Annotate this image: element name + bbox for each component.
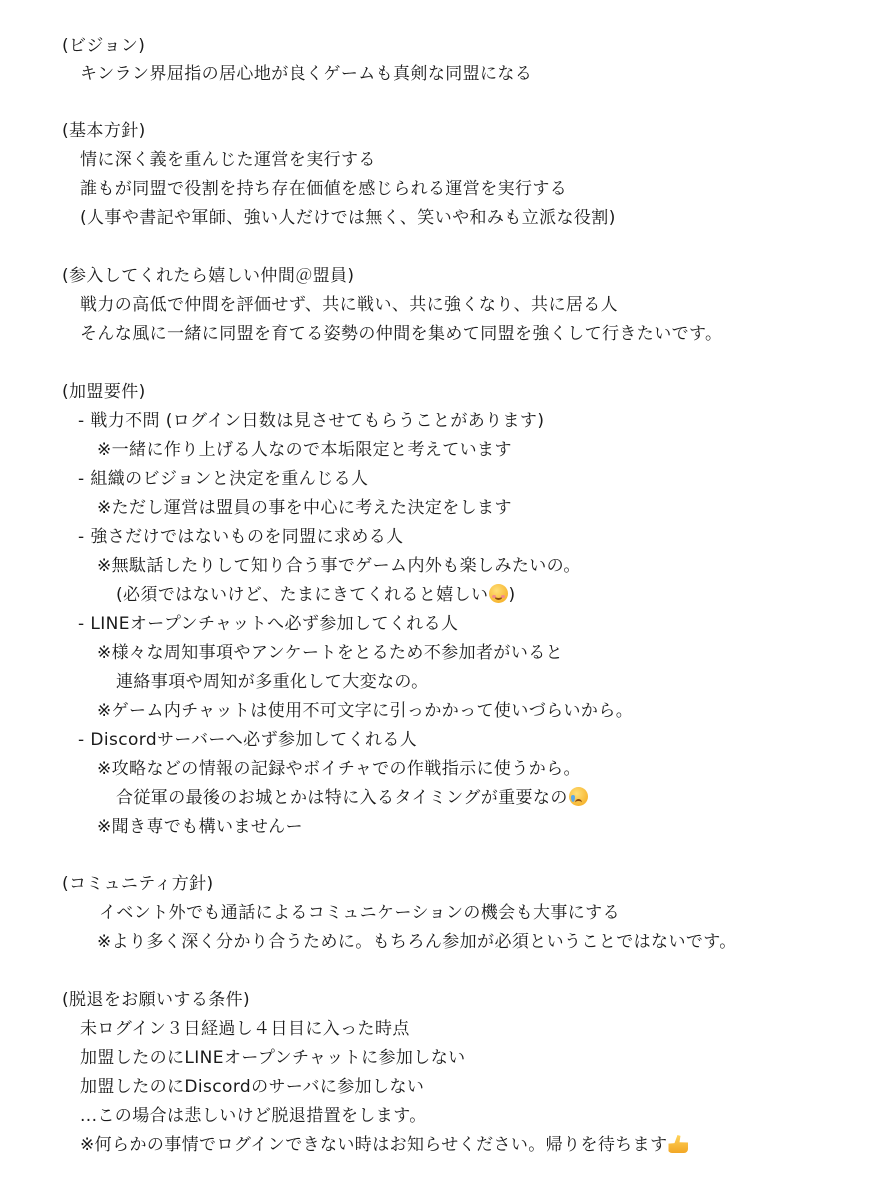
section-heading-vision: (ビジョン) xyxy=(62,36,146,56)
wanted-line: そんな風に一緒に同盟を育てる姿勢の仲間を集めて同盟を強くして行きたいです。 xyxy=(80,324,723,344)
requirement-note-continued xyxy=(116,584,515,606)
requirement-item: - Discordサーバーへ必ず参加してくれる人 xyxy=(78,730,418,750)
community-line: イベント外でも通話によるコミュニケーションの機会も大事にする xyxy=(99,903,620,923)
requirement-note-text: 合従軍の最後のお城とかは特に入るタイミングが重要なの xyxy=(116,788,568,808)
policy-line: 誰もが同盟で役割を持ち存在価値を感じられる運営を実行する xyxy=(80,179,568,199)
requirement-note: ※ただし運営は盟員の事を中心に考えた決定をします xyxy=(97,498,512,518)
smiling-face-icon xyxy=(489,584,508,603)
requirement-note-text: (必須ではないけど、たまにきてくれると嬉しい xyxy=(116,585,489,605)
leave-line: 加盟したのにDiscordのサーバに参加しない xyxy=(80,1077,425,1097)
requirement-item: - LINEオープンチャットへ必ず参加してくれる人 xyxy=(78,614,459,634)
section-heading-policy: (基本方針) xyxy=(62,121,146,141)
requirement-note: ※聞き専でも構いませんー xyxy=(97,817,304,837)
section-heading-requirements: (加盟要件) xyxy=(62,382,146,402)
requirement-item: - 組織のビジョンと決定を重んじる人 xyxy=(78,469,369,489)
policy-line: (人事や書記や軍師、強い人だけでは無く、笑いや和みも立派な役割) xyxy=(80,208,616,228)
policy-line: 情に深く義を重んじた運営を実行する xyxy=(80,150,376,170)
wanted-line: 戦力の高低で仲間を評価せず、共に戦い、共に強くなり、共に居る人 xyxy=(80,295,619,315)
crying-face-icon xyxy=(569,787,588,806)
requirement-item: - 強さだけではないものを同盟に求める人 xyxy=(78,527,404,547)
thumbs-up-icon xyxy=(668,1135,688,1153)
leave-line-text: ※何らかの事情でログインできない時はお知らせください。帰りを待ちます xyxy=(80,1135,668,1155)
requirement-note: ※様々な周知事項やアンケートをとるため不参加者がいると xyxy=(97,643,564,663)
requirement-note-continued: 連絡事項や周知が多重化して大変なの。 xyxy=(116,672,429,692)
section-heading-wanted: (参入してくれたら嬉しい仲間＠盟員) xyxy=(62,266,355,286)
requirement-note-close: ) xyxy=(508,585,516,605)
requirement-note-continued xyxy=(116,787,588,809)
requirement-note: ※無駄話したりして知り合う事でゲーム内外も楽しみたいの。 xyxy=(97,556,581,576)
vision-text: キンラン界屈指の居心地が良くゲームも真剣な同盟になる xyxy=(80,64,533,84)
requirement-note: ※ゲーム内チャットは使用不可文字に引っかかって使いづらいから。 xyxy=(97,701,634,721)
community-line: ※より多く深く分かり合うために。もちろん参加が必須ということではないです。 xyxy=(97,932,737,952)
leave-line: 未ログイン３日経過し４日目に入った時点 xyxy=(80,1019,410,1039)
leave-line: ...この場合は悲しいけど脱退措置をします。 xyxy=(80,1106,427,1126)
requirement-note: ※攻略などの情報の記録やボイチャでの作戦指示に使うから。 xyxy=(97,759,581,779)
requirement-note: ※一緒に作り上げる人なので本垢限定と考えています xyxy=(97,440,512,460)
requirement-item: - 戦力不問 (ログイン日数は見させてもらうことがあります) xyxy=(78,411,545,431)
section-heading-leave: (脱退をお願いする条件) xyxy=(62,990,251,1010)
leave-line: 加盟したのにLINEオープンチャットに参加しない xyxy=(80,1048,466,1068)
leave-line xyxy=(80,1134,688,1156)
section-heading-community: (コミュニティ方針) xyxy=(62,874,214,894)
